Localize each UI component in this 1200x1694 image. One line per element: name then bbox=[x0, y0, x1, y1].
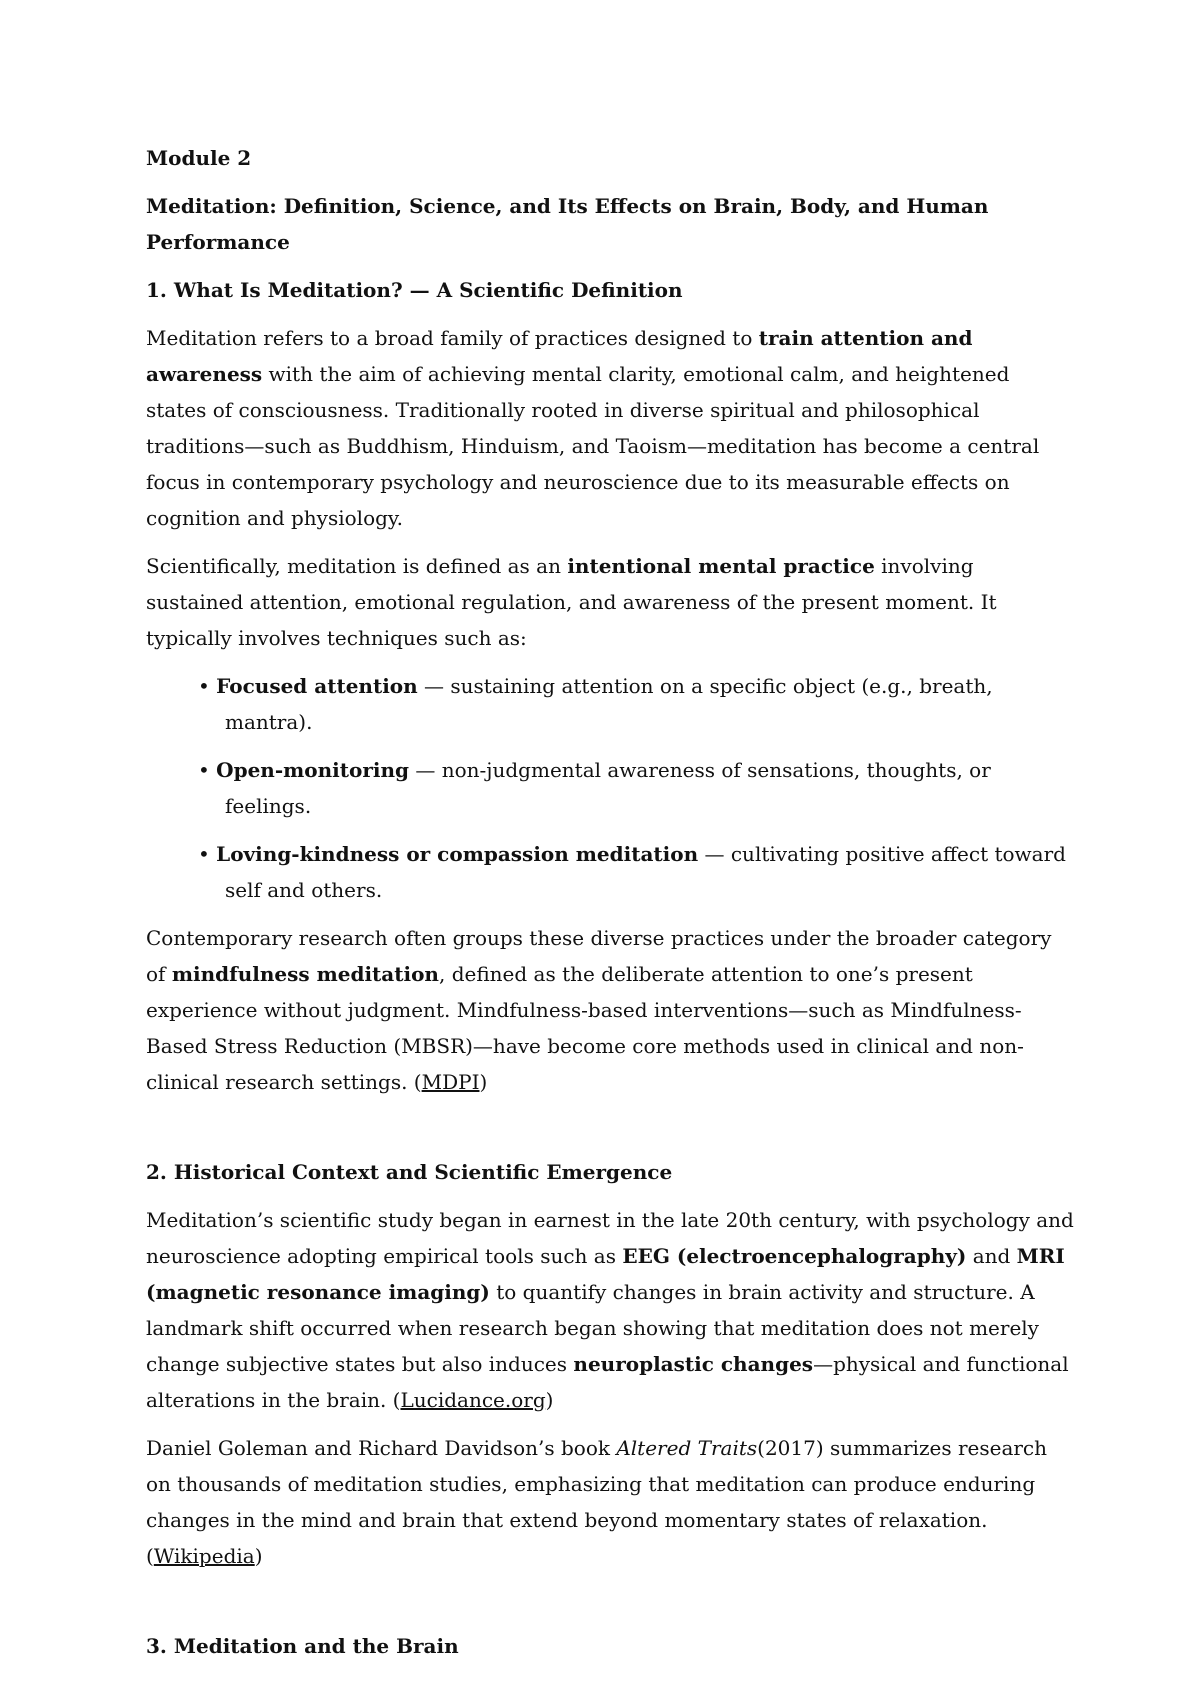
section-3-heading: 3. Meditation and the Brain bbox=[146, 1634, 459, 1658]
section-1-paragraph-3: Contemporary research often groups these diverse practices under the broader category of mindfulness meditation, defined as the deliberate attention to one’s present experience without judgment. Mindfulness-based interventions—such as Mindfulness-Based Stress Reduction (MBSR)—have become core methods used in clinical and non-clinical research settings. (MDPI) bbox=[146, 926, 1052, 1094]
document-title: Meditation: Definition, Science, and Its Effects on Brain, Body, and Human Performance bbox=[146, 194, 989, 254]
lucidance-link[interactable]: Lucidance.org bbox=[400, 1388, 546, 1412]
section-spacer bbox=[146, 1112, 1076, 1154]
list-item: • Open-monitoring — non-judgmental awareness of sensations, thoughts, or feelings. bbox=[198, 758, 991, 818]
bullet-icon: • bbox=[198, 674, 217, 698]
section-2-paragraph-1: Meditation’s scientific study began in earnest in the late 20th century, with psychology and neuroscience adopting empirical tools such as EEG (electroencephalography) and MRI (magnetic resonance imaging) to quantify changes in brain activity and structure. A landmark shift occurred when research began showing that meditation does not merely change subjective states but also induces neuroplastic changes—physical and functional alterations in the brain. (Lucidance.org) bbox=[146, 1208, 1074, 1412]
book-title: Altered Traits bbox=[616, 1436, 758, 1460]
document-body bbox=[146, 140, 1076, 1676]
mdpi-link[interactable]: MDPI bbox=[421, 1070, 480, 1094]
wikipedia-link[interactable]: Wikipedia bbox=[153, 1544, 255, 1568]
bold-phrase: mindfulness meditation bbox=[171, 962, 439, 986]
module-label: Module 2 bbox=[146, 146, 252, 170]
bold-phrase: intentional mental practice bbox=[567, 554, 875, 578]
section-spacer bbox=[146, 1586, 1076, 1628]
section-1-paragraph-1: Meditation refers to a broad family of practices designed to train attention and awareness with the aim of achieving mental clarity, emotional calm, and heightened states of consciousness. Traditionally rooted in diverse spiritual and philosophical traditions—such as Buddhism, Hinduism, and Taoism—meditation has become a central focus in contemporary psychology and neuroscience due to its measurable effects on cognition and physiology. bbox=[146, 326, 1040, 530]
section-1-paragraph-2: Scientifically, meditation is defined as an intentional mental practice involving sustained attention, emotional regulation, and awareness of the present moment. It typically involves techniques such as: bbox=[146, 554, 997, 650]
bold-phrase: train attention and awareness bbox=[146, 326, 973, 386]
bullet-icon: • bbox=[198, 842, 217, 866]
list-item: • Loving-kindness or compassion meditation — cultivating positive affect toward self and others. bbox=[198, 842, 1066, 902]
list-item: • Focused attention — sustaining attention on a specific object (e.g., breath, mantra). bbox=[198, 674, 993, 734]
section-2-heading: 2. Historical Context and Scientific Emergence bbox=[146, 1160, 673, 1184]
technique-list bbox=[146, 668, 1076, 908]
section-2-paragraph-2: Daniel Goleman and Richard Davidson’s book Altered Traits(2017) summarizes research on thousands of meditation studies, emphasizing that meditation can produce enduring changes in the mind and brain that extend beyond momentary states of relaxation. (Wikipedia) bbox=[146, 1436, 1048, 1568]
section-1-heading: 1. What Is Meditation? — A Scientific Definition bbox=[146, 278, 683, 302]
bullet-icon: • bbox=[198, 758, 217, 782]
